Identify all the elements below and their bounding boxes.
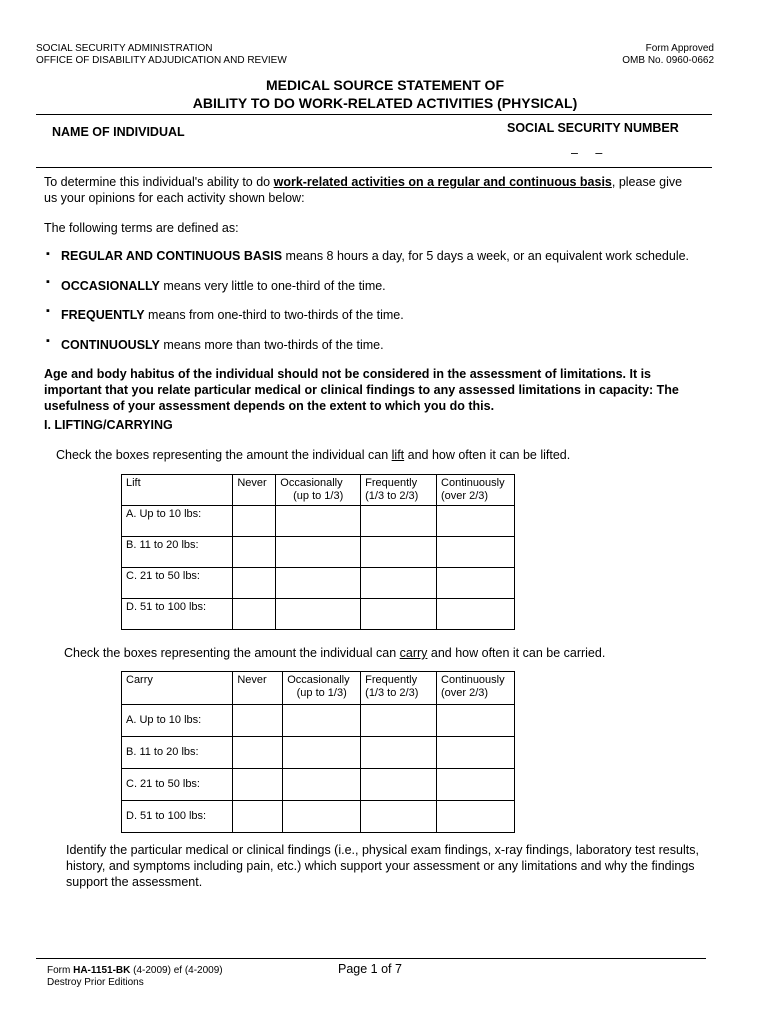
findings-paragraph [66,842,726,890]
table-row [122,506,515,537]
form-approved: Form Approved [645,43,714,54]
terms-heading: The following terms are defined as: [44,221,239,235]
header-text: Occasionally [287,674,350,686]
checkbox-frequently[interactable] [361,599,437,630]
form-footer [47,965,223,989]
destroy-editions: Destroy Prior Editions [47,977,144,988]
agency-line-2: OFFICE OF DISABILITY ADJUDICATION AND REVIEW [36,55,287,66]
table-row [122,769,515,801]
checkbox-continuously[interactable] [437,506,515,537]
definition-occasionally [61,278,386,294]
lift-instruction-word: lift [391,448,405,462]
checkbox-continuously[interactable] [437,801,515,833]
checkbox-continuously[interactable] [437,769,515,801]
intro-prefix: To determine this individual's ability to do [44,175,274,189]
checkbox-frequently[interactable] [361,801,437,833]
header-text: Never [237,674,267,686]
checkbox-never[interactable] [233,705,283,737]
intro-line-1 [44,174,724,190]
definition-text: means very little to one-third of the time. [159,279,386,293]
definition-text: means 8 hours a day, for 5 days a week, or an equivalent work schedule. [282,249,690,263]
header-subtext: (1/3 to 2/3) [365,490,419,502]
bullet-icon: ▪ [46,248,50,260]
header-never [233,475,276,506]
intro-paragraph [44,174,724,206]
header-text: Frequently [365,477,418,489]
checkbox-frequently[interactable] [361,506,437,537]
checkbox-continuously[interactable] [437,568,515,599]
checkbox-occasionally[interactable] [276,506,361,537]
checkbox-frequently[interactable] [361,769,437,801]
header-text: Never [237,477,267,489]
checkbox-occasionally[interactable] [276,568,361,599]
lift-instruction-prefix: Check the boxes representing the amount the individual can [56,448,392,462]
carry-label: Carry [122,672,233,705]
name-label: NAME OF INDIVIDUAL [52,125,185,139]
header-occasionally [276,475,361,506]
table-row [122,599,515,630]
agency-header [36,43,287,67]
form-date: (4-2009) ef (4-2009) [130,965,223,976]
findings-textarea[interactable] [66,892,716,952]
checkbox-frequently[interactable] [361,705,437,737]
carry-instruction-suffix: and how often it can be carried. [427,646,606,660]
row-label: A. Up to 10 lbs: [122,506,233,537]
ssn-input[interactable]: – – [571,146,603,160]
header-text: Continuously [441,674,505,686]
checkbox-frequently[interactable] [361,568,437,599]
ssn-label: SOCIAL SECURITY NUMBER [507,121,679,135]
header-continuously [437,475,515,506]
carry-instruction-word: carry [399,646,428,660]
checkbox-continuously[interactable] [437,705,515,737]
table-row [122,568,515,599]
carry-instruction-prefix: Check the boxes representing the amount the individual can [64,646,400,660]
findings-line-2: history, and symptoms including pain, etc.) which support your assessment or any limitations and why the findings [66,859,695,873]
omb-block [622,43,714,67]
checkbox-frequently[interactable] [361,537,437,568]
checkbox-occasionally[interactable] [283,769,361,801]
checkbox-occasionally[interactable] [283,801,361,833]
header-occasionally [283,672,361,705]
row-label: B. 11 to 20 lbs: [122,537,233,568]
notice-line-2: important that you relate particular medical or clinical findings to any assessed limitations in capacity: The [44,383,679,397]
checkbox-continuously[interactable] [437,537,515,568]
intro-suffix: , please give [611,175,683,189]
header-frequently [361,672,437,705]
definition-term: CONTINUOUSLY [61,338,160,352]
carry-instruction [64,645,605,661]
checkbox-never[interactable] [233,599,276,630]
header-continuously [437,672,515,705]
header-subtext: (over 2/3) [441,490,489,502]
agency-line-1: SOCIAL SECURITY ADMINISTRATION [36,43,213,54]
fields-divider [36,167,712,168]
row-label: D. 51 to 100 lbs: [122,599,233,630]
title-line-1: MEDICAL SOURCE STATEMENT OF [266,77,504,93]
intro-line-2: us your opinions for each activity shown below: [44,191,305,205]
header-text: Continuously [441,477,505,489]
header-subtext: (up to 1/3) [296,687,347,699]
checkbox-continuously[interactable] [437,599,515,630]
section-heading-lifting: I. LIFTING/CARRYING [44,418,173,432]
header-subtext: (up to 1/3) [293,490,344,502]
table-header-row [122,475,515,506]
checkbox-occasionally[interactable] [276,599,361,630]
checkbox-never[interactable] [233,801,283,833]
form-number-line [47,965,223,977]
checkbox-never[interactable] [233,737,283,769]
definition-term: FREQUENTLY [61,308,145,322]
checkbox-never[interactable] [233,537,276,568]
header-never [233,672,283,705]
row-label: D. 51 to 100 lbs: [122,801,233,833]
bullet-icon: ▪ [46,335,50,347]
header-subtext: (1/3 to 2/3) [365,687,419,699]
findings-line-3: support the assessment. [66,875,203,889]
bullet-icon: ▪ [46,276,50,288]
page-number: Page 1 of 7 [338,962,402,976]
checkbox-never[interactable] [233,568,276,599]
intro-emphasis: work-related activities on a regular and continuous basis [273,175,612,189]
form-prefix: Form [47,965,74,976]
notice-line-3: usefulness of your assessment depends on the extent to which you do this. [44,399,495,413]
table-row [122,801,515,833]
checkbox-occasionally[interactable] [283,737,361,769]
checkbox-continuously[interactable] [437,737,515,769]
row-label: C. 21 to 50 lbs: [122,769,233,801]
notice-paragraph [44,366,734,414]
title-divider [36,114,712,115]
checkbox-frequently[interactable] [361,737,437,769]
header-text: Frequently [365,674,418,686]
definition-continuously [61,337,384,353]
lift-table [121,474,515,630]
lift-label: Lift [122,475,233,506]
carry-table [121,671,515,833]
footer-divider [36,958,706,959]
table-row [122,537,515,568]
lift-instruction [56,447,570,463]
notice-line-1: Age and body habitus of the individual should not be considered in the assessment of limitations. It is [44,367,652,381]
checkbox-never[interactable] [233,769,283,801]
definition-term: REGULAR AND CONTINUOUS BASIS [61,249,283,263]
definition-text: means from one-third to two-thirds of the time. [144,308,404,322]
table-row [122,737,515,769]
definition-text: means more than two-thirds of the time. [159,338,384,352]
title-line-2: ABILITY TO DO WORK-RELATED ACTIVITIES (PHYSICAL) [192,95,578,111]
header-text: Occasionally [280,477,343,489]
row-label: B. 11 to 20 lbs: [122,737,233,769]
checkbox-never[interactable] [233,506,276,537]
findings-line-1: Identify the particular medical or clinical findings (i.e., physical exam findings, x-ray findings, laboratory test results, [66,843,699,857]
checkbox-occasionally[interactable] [283,705,361,737]
table-header-row [122,672,515,705]
table-row [122,705,515,737]
definition-frequently [61,307,404,323]
form-number: HA-1151-BK [73,965,131,976]
row-label: A. Up to 10 lbs: [122,705,233,737]
checkbox-occasionally[interactable] [276,537,361,568]
lift-instruction-suffix: and how often it can be lifted. [404,448,571,462]
definition-term: OCCASIONALLY [61,279,160,293]
definition-regular [61,248,689,264]
bullet-icon: ▪ [46,305,50,317]
omb-number: OMB No. 0960-0662 [622,55,714,66]
page-title [0,76,770,112]
name-input[interactable] [52,142,482,164]
row-label: C. 21 to 50 lbs: [122,568,233,599]
header-subtext: (over 2/3) [441,687,489,699]
header-frequently [361,475,437,506]
